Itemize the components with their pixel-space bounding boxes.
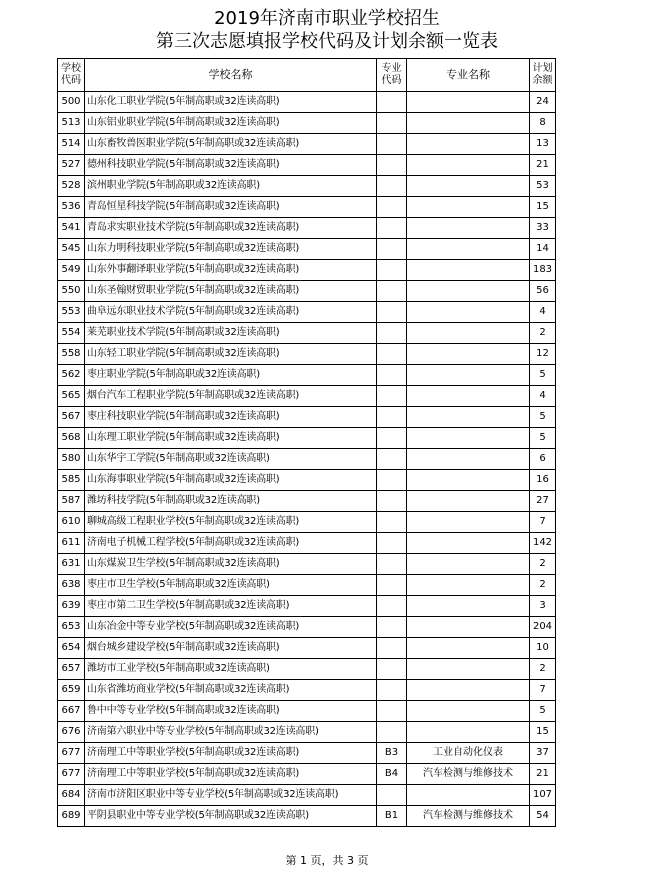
remaining-quota-cell: 13: [530, 134, 556, 155]
major-name-cell: [407, 491, 530, 512]
school-name-cell: 济南电子机械工程学校(5年制高职或32连读高职): [85, 533, 377, 554]
table-row: [58, 281, 556, 302]
table-row: [58, 491, 556, 512]
school-code-cell: 676: [58, 722, 85, 743]
major-name-cell: [407, 134, 530, 155]
major-code-cell: [377, 176, 407, 197]
table-row: [58, 575, 556, 596]
remaining-quota-cell: 15: [530, 197, 556, 218]
remaining-quota-cell: 56: [530, 281, 556, 302]
school-name-cell: 山东圣翰财贸职业学院(5年制高职或32连读高职): [85, 281, 377, 302]
header-school-code: 学校代码: [58, 59, 85, 92]
remaining-quota-cell: 53: [530, 176, 556, 197]
school-code-cell: 610: [58, 512, 85, 533]
major-name-cell: [407, 533, 530, 554]
table-row: [58, 785, 556, 806]
major-name-cell: [407, 575, 530, 596]
school-code-cell: 514: [58, 134, 85, 155]
remaining-quota-cell: 10: [530, 638, 556, 659]
major-code-cell: [377, 617, 407, 638]
major-code-cell: [377, 470, 407, 491]
school-code-cell: 667: [58, 701, 85, 722]
remaining-quota-cell: 12: [530, 344, 556, 365]
table-row: [58, 365, 556, 386]
major-name-cell: [407, 680, 530, 701]
major-code-cell: [377, 596, 407, 617]
remaining-quota-cell: 7: [530, 512, 556, 533]
major-name-cell: [407, 113, 530, 134]
school-name-cell: 山东省潍坊商业学校(5年制高职或32连读高职): [85, 680, 377, 701]
major-code-cell: [377, 407, 407, 428]
remaining-quota-cell: 2: [530, 554, 556, 575]
major-name-cell: [407, 92, 530, 113]
school-name-cell: 山东理工职业学院(5年制高职或32连读高职): [85, 428, 377, 449]
school-code-cell: 587: [58, 491, 85, 512]
table-row: [58, 386, 556, 407]
table-row: [58, 806, 556, 827]
remaining-quota-cell: 54: [530, 806, 556, 827]
major-name-cell: [407, 281, 530, 302]
major-name-cell: [407, 386, 530, 407]
table-row: [58, 659, 556, 680]
school-code-cell: 568: [58, 428, 85, 449]
school-code-cell: 541: [58, 218, 85, 239]
table-row: [58, 596, 556, 617]
table-row: [58, 428, 556, 449]
table-row: [58, 533, 556, 554]
remaining-quota-cell: 16: [530, 470, 556, 491]
remaining-quota-cell: 5: [530, 428, 556, 449]
major-code-cell: [377, 701, 407, 722]
table-row: [58, 680, 556, 701]
remaining-quota-cell: 24: [530, 92, 556, 113]
remaining-quota-cell: 8: [530, 113, 556, 134]
major-name-cell: 汽车检测与维修技术: [407, 806, 530, 827]
table-row: [58, 113, 556, 134]
remaining-quota-cell: 3: [530, 596, 556, 617]
major-code-cell: [377, 785, 407, 806]
school-name-cell: 青岛恒星科技学院(5年制高职或32连读高职): [85, 197, 377, 218]
remaining-quota-cell: 7: [530, 680, 556, 701]
school-code-cell: 536: [58, 197, 85, 218]
school-code-cell: 550: [58, 281, 85, 302]
school-name-cell: 山东煤炭卫生学校(5年制高职或32连读高职): [85, 554, 377, 575]
major-name-cell: [407, 449, 530, 470]
major-name-cell: [407, 323, 530, 344]
table-row: [58, 449, 556, 470]
school-name-cell: 德州科技职业学院(5年制高职或32连读高职): [85, 155, 377, 176]
major-code-cell: [377, 386, 407, 407]
remaining-quota-cell: 2: [530, 323, 556, 344]
major-name-cell: 工业自动化仪表: [407, 743, 530, 764]
school-code-cell: 565: [58, 386, 85, 407]
remaining-quota-cell: 5: [530, 365, 556, 386]
school-name-cell: 枣庄职业学院(5年制高职或32连读高职): [85, 365, 377, 386]
remaining-quota-cell: 142: [530, 533, 556, 554]
major-name-cell: 汽车检测与维修技术: [407, 764, 530, 785]
major-name-cell: [407, 659, 530, 680]
table-row: [58, 134, 556, 155]
school-name-cell: 山东畜牧兽医职业学院(5年制高职或32连读高职): [85, 134, 377, 155]
major-name-cell: [407, 512, 530, 533]
major-name-cell: [407, 176, 530, 197]
document-subtitle: 第三次志愿填报学校代码及计划余额一览表: [156, 31, 498, 52]
major-code-cell: [377, 554, 407, 575]
major-name-cell: [407, 344, 530, 365]
major-code-cell: B3: [377, 743, 407, 764]
major-code-cell: [377, 512, 407, 533]
school-name-cell: 潍坊市工业学校(5年制高职或32连读高职): [85, 659, 377, 680]
major-name-cell: [407, 470, 530, 491]
school-code-cell: 677: [58, 743, 85, 764]
table-row: [58, 239, 556, 260]
school-code-cell: 631: [58, 554, 85, 575]
school-name-cell: 山东化工职业学院(5年制高职或32连读高职): [85, 92, 377, 113]
school-code-cell: 585: [58, 470, 85, 491]
major-code-cell: [377, 281, 407, 302]
remaining-quota-cell: 21: [530, 155, 556, 176]
school-name-cell: 山东冶金中等专业学校(5年制高职或32连读高职): [85, 617, 377, 638]
major-code-cell: [377, 680, 407, 701]
major-code-cell: [377, 344, 407, 365]
school-code-cell: 611: [58, 533, 85, 554]
school-code-cell: 657: [58, 659, 85, 680]
remaining-quota-cell: 5: [530, 701, 556, 722]
major-code-cell: B4: [377, 764, 407, 785]
major-code-cell: [377, 491, 407, 512]
school-code-cell: 684: [58, 785, 85, 806]
school-name-cell: 山东力明科技职业学院(5年制高职或32连读高职): [85, 239, 377, 260]
table-row: [58, 638, 556, 659]
school-code-cell: 554: [58, 323, 85, 344]
major-code-cell: [377, 134, 407, 155]
school-code-cell: 545: [58, 239, 85, 260]
school-code-cell: 562: [58, 365, 85, 386]
school-code-cell: 689: [58, 806, 85, 827]
remaining-quota-cell: 204: [530, 617, 556, 638]
school-name-cell: 鲁中中等专业学校(5年制高职或32连读高职): [85, 701, 377, 722]
school-name-cell: 聊城高级工程职业学校(5年制高职或32连读高职): [85, 512, 377, 533]
school-name-cell: 山东华宇工学院(5年制高职或32连读高职): [85, 449, 377, 470]
school-code-cell: 638: [58, 575, 85, 596]
major-name-cell: [407, 722, 530, 743]
major-name-cell: [407, 638, 530, 659]
remaining-quota-cell: 107: [530, 785, 556, 806]
school-name-cell: 滨州职业学院(5年制高职或32连读高职): [85, 176, 377, 197]
major-code-cell: [377, 197, 407, 218]
major-code-cell: [377, 218, 407, 239]
school-code-cell: 527: [58, 155, 85, 176]
table-row: [58, 764, 556, 785]
school-name-cell: 山东外事翻译职业学院(5年制高职或32连读高职): [85, 260, 377, 281]
school-code-cell: 567: [58, 407, 85, 428]
school-code-cell: 549: [58, 260, 85, 281]
school-name-cell: 莱芜职业技术学院(5年制高职或32连读高职): [85, 323, 377, 344]
major-code-cell: [377, 722, 407, 743]
major-code-cell: [377, 323, 407, 344]
remaining-quota-cell: 27: [530, 491, 556, 512]
school-name-cell: 青岛求实职业技术学院(5年制高职或32连读高职): [85, 218, 377, 239]
table-row: [58, 323, 556, 344]
table-row: [58, 554, 556, 575]
major-code-cell: [377, 365, 407, 386]
remaining-quota-cell: 15: [530, 722, 556, 743]
school-code-cell: 528: [58, 176, 85, 197]
school-code-cell: 639: [58, 596, 85, 617]
header-row: [58, 59, 556, 92]
major-name-cell: [407, 218, 530, 239]
table-row: [58, 617, 556, 638]
table-row: [58, 344, 556, 365]
major-name-cell: [407, 365, 530, 386]
major-code-cell: [377, 638, 407, 659]
header-school-name: 学校名称: [85, 59, 377, 92]
major-name-cell: [407, 155, 530, 176]
school-name-cell: 山东轻工职业学院(5年制高职或32连读高职): [85, 344, 377, 365]
school-code-cell: 653: [58, 617, 85, 638]
major-name-cell: [407, 239, 530, 260]
major-name-cell: [407, 701, 530, 722]
school-name-cell: 济南理工中等职业学校(5年制高职或32连读高职): [85, 764, 377, 785]
school-name-cell: 平阴县职业中等专业学校(5年制高职或32连读高职): [85, 806, 377, 827]
major-code-cell: [377, 449, 407, 470]
school-code-cell: 558: [58, 344, 85, 365]
table-row: [58, 302, 556, 323]
school-table: [57, 58, 556, 827]
major-name-cell: [407, 407, 530, 428]
major-name-cell: [407, 428, 530, 449]
major-code-cell: [377, 260, 407, 281]
major-code-cell: [377, 575, 407, 596]
page-footer: 第 1 页，共 3 页: [285, 854, 369, 867]
major-name-cell: [407, 554, 530, 575]
school-code-cell: 654: [58, 638, 85, 659]
table-row: [58, 743, 556, 764]
table-row: [58, 197, 556, 218]
major-name-cell: [407, 785, 530, 806]
school-name-cell: 曲阜远东职业技术学院(5年制高职或32连读高职): [85, 302, 377, 323]
major-code-cell: [377, 155, 407, 176]
major-name-cell: [407, 596, 530, 617]
table-row: [58, 260, 556, 281]
major-code-cell: [377, 533, 407, 554]
major-code-cell: [377, 113, 407, 134]
remaining-quota-cell: 33: [530, 218, 556, 239]
major-code-cell: [377, 239, 407, 260]
remaining-quota-cell: 6: [530, 449, 556, 470]
table-row: [58, 407, 556, 428]
header-remaining: 计划余额: [530, 59, 556, 92]
major-name-cell: [407, 302, 530, 323]
major-name-cell: [407, 617, 530, 638]
remaining-quota-cell: 4: [530, 386, 556, 407]
remaining-quota-cell: 4: [530, 302, 556, 323]
school-name-cell: 枣庄市第二卫生学校(5年制高职或32连读高职): [85, 596, 377, 617]
document-title: 2019年济南市职业学校招生: [214, 8, 440, 29]
table-row: [58, 701, 556, 722]
major-code-cell: B1: [377, 806, 407, 827]
school-name-cell: 烟台城乡建设学校(5年制高职或32连读高职): [85, 638, 377, 659]
school-code-cell: 677: [58, 764, 85, 785]
school-name-cell: 济南市济阳区职业中等专业学校(5年制高职或32连读高职): [85, 785, 377, 806]
remaining-quota-cell: 14: [530, 239, 556, 260]
major-code-cell: [377, 302, 407, 323]
major-code-cell: [377, 659, 407, 680]
school-name-cell: 山东铝业职业学院(5年制高职或32连读高职): [85, 113, 377, 134]
school-code-cell: 500: [58, 92, 85, 113]
table-row: [58, 470, 556, 491]
remaining-quota-cell: 183: [530, 260, 556, 281]
table-row: [58, 218, 556, 239]
school-name-cell: 枣庄科技职业学院(5年制高职或32连读高职): [85, 407, 377, 428]
remaining-quota-cell: 5: [530, 407, 556, 428]
school-code-cell: 580: [58, 449, 85, 470]
major-name-cell: [407, 260, 530, 281]
header-major-name: 专业名称: [407, 59, 530, 92]
remaining-quota-cell: 21: [530, 764, 556, 785]
table-row: [58, 92, 556, 113]
table-row: [58, 512, 556, 533]
school-code-cell: 513: [58, 113, 85, 134]
remaining-quota-cell: 37: [530, 743, 556, 764]
remaining-quota-cell: 2: [530, 575, 556, 596]
school-code-cell: 553: [58, 302, 85, 323]
table-row: [58, 155, 556, 176]
remaining-quota-cell: 2: [530, 659, 556, 680]
school-code-cell: 659: [58, 680, 85, 701]
school-name-cell: 潍坊科技学院(5年制高职或32连读高职): [85, 491, 377, 512]
school-name-cell: 济南第六职业中等专业学校(5年制高职或32连读高职): [85, 722, 377, 743]
school-name-cell: 济南理工中等职业学校(5年制高职或32连读高职): [85, 743, 377, 764]
major-code-cell: [377, 428, 407, 449]
school-name-cell: 烟台汽车工程职业学院(5年制高职或32连读高职): [85, 386, 377, 407]
major-name-cell: [407, 197, 530, 218]
major-code-cell: [377, 92, 407, 113]
school-name-cell: 山东海事职业学院(5年制高职或32连读高职): [85, 470, 377, 491]
table-row: [58, 176, 556, 197]
header-major-code: 专业代码: [377, 59, 407, 92]
school-name-cell: 枣庄市卫生学校(5年制高职或32连读高职): [85, 575, 377, 596]
table-row: [58, 722, 556, 743]
